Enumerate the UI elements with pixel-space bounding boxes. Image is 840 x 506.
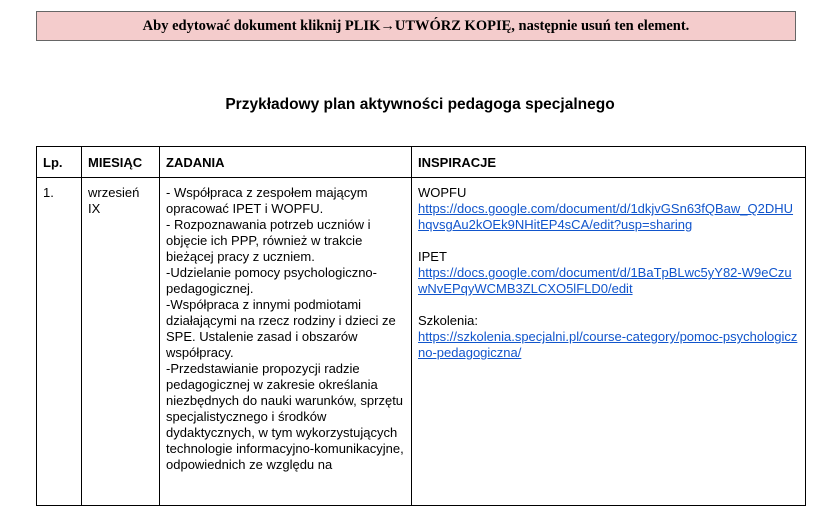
banner-text: Aby edytować dokument kliknij PLIK→UTWÓRZ KOPIĘ, następnie usuń ten element. — [142, 17, 690, 34]
inspiration-wopfu — [418, 185, 799, 233]
table-header-row — [37, 147, 806, 178]
inspiration-label: Szkolenia: — [418, 313, 478, 328]
task-item: -Przedstawianie propozycji radzie pedagogicznej w zakresie określania niezbędnych do nauki warunków, sprzętu specjalistycznego i środków dydaktycznych, w tym wykorzystujących technologie informacyjno-komunikacyjne, odpowiednich ze względu na — [166, 361, 404, 472]
header-month: MIESIĄC — [82, 147, 160, 178]
header-tasks: ZADANIA — [160, 147, 412, 178]
cell-inspirations — [412, 178, 806, 506]
task-item: - Współpraca z zespołem mającym opracować IPET i WOPFU. — [166, 185, 368, 216]
header-lp: Lp. — [37, 147, 82, 178]
edit-instruction-banner — [36, 11, 796, 41]
inspiration-training — [418, 313, 799, 361]
inspiration-ipet — [418, 249, 799, 297]
document-title: Przykładowy plan aktywności pedagoga specjalnego — [225, 96, 615, 113]
header-inspirations: INSPIRACJE — [412, 147, 806, 178]
table-row — [37, 178, 806, 506]
inspiration-label: WOPFU — [418, 185, 467, 200]
inspiration-link-ipet[interactable]: https://docs.google.com/document/d/1BaTpBLwc5yY82-W9eCzuwNvEPqyWCMB3ZLCXO5lFLD0/edit — [418, 265, 792, 296]
inspiration-label: IPET — [418, 249, 447, 264]
month-name: wrzesień — [88, 185, 140, 200]
cell-month — [82, 178, 160, 506]
inspiration-link-wopfu[interactable]: https://docs.google.com/document/d/1dkjvGSn63fQBaw_Q2DHUhqvsgAu2kOEk9NHitEP4sCA/edit?usp=sharing — [418, 201, 794, 232]
task-item: -Udzielanie pomocy psychologiczno-pedagogicznej. — [166, 265, 377, 296]
task-item: -Współpraca z innymi podmiotami działającymi na rzecz rodziny i dzieci ze SPE. Ustalenie zasad i obszarów współpracy. — [166, 297, 396, 360]
task-item: - Rozpoznawania potrzeb uczniów i objęcie ich PPP, również w trakcie bieżącej pracy z uczniem. — [166, 217, 371, 264]
plan-table — [36, 146, 806, 506]
month-roman: IX — [88, 201, 101, 216]
cell-tasks — [160, 178, 412, 506]
inspiration-link-training[interactable]: https://szkolenia.specjalni.pl/course-category/pomoc-psychologiczno-pedagogiczna/ — [418, 329, 798, 360]
cell-lp: 1. — [37, 178, 82, 506]
